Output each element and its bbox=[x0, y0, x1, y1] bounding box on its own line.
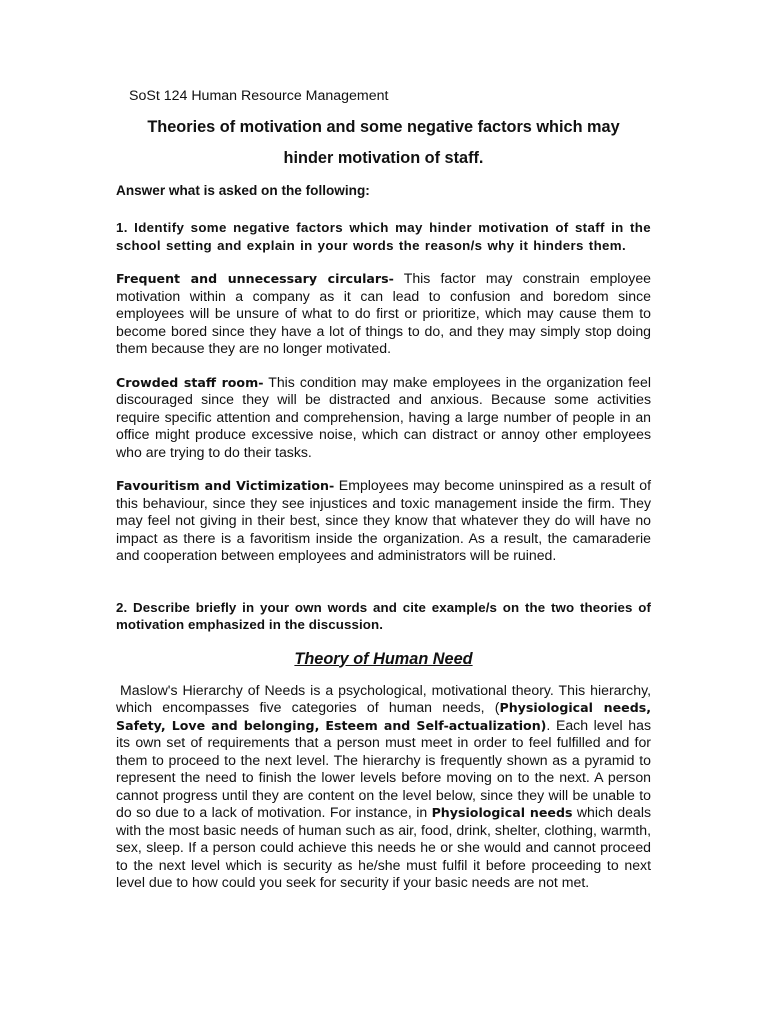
maslow-paragraph bbox=[116, 682, 651, 892]
document-page bbox=[116, 86, 651, 906]
maslow-text-1: Maslow's Hierarchy of Needs is a psychological, motivational theory. This hierarchy, which encompasses five categories of human needs, ( bbox=[116, 681, 651, 715]
physiological-needs-bold: Physiological needs bbox=[431, 805, 573, 820]
section-heading: Theory of Human Need bbox=[294, 649, 473, 668]
factor-text: This factor may constrain employee motivation within a company as it can lead to confusion and boredom since employees will be unsure of what to do first or prioritize, which may cause them to become bored since they have a lot of things to do, and they may simply stop doing them because they are no longer motivated. bbox=[116, 270, 651, 356]
course-title: SoSt 124 Human Resource Management bbox=[129, 88, 389, 104]
factor-term: Frequent and unnecessary circulars- bbox=[116, 271, 394, 286]
document-title-line-1: Theories of motivation and some negative factors which may bbox=[147, 118, 620, 136]
question-1: 1. Identify some negative factors which may hinder motivation of staff in the school setting and explain in your words the reason/s why it hinders them. bbox=[116, 220, 651, 253]
maslow-text-3: which deals with the most basic needs of human such as air, food, drink, shelter, clothing, warmth, sex, sleep. If a person could achieve this needs he or she would and cannot proceed to the next level which is security as he/she must fulfil it before proceeding to next level due to how could you seek for security if your basic needs are not met. bbox=[116, 804, 651, 890]
factor-paragraph-staff-room bbox=[116, 374, 651, 462]
factor-text: This condition may make employees in the organization feel discouraged since they will be distracted and anxious. Because some activities require specific attention and comprehension, having a large number of people in an office might produce excessive noise, which can distract or annoy other employees who are trying to do their tasks. bbox=[116, 373, 651, 460]
factor-paragraph-favouritism bbox=[116, 477, 651, 565]
instruction-text: Answer what is asked on the following: bbox=[116, 183, 370, 198]
factor-text: Employees may become uninspired as a result of this behaviour, since they see injustices and toxic management inside the firm. They may feel not giving in their best, since they know that whatever they do will have no impact as there is a favoritism inside the organization. As a result, the camaraderie and cooperation between employees and administrators will be ruined. bbox=[116, 477, 651, 563]
document-title-line-2: hinder motivation of staff. bbox=[283, 149, 484, 167]
maslow-text-2: . Each level has its own set of requirements that a person must meet in order to feel fulfilled and for them to proceed to the next level. The hierarchy is frequently shown as a pyramid to represent the need to finish the lower levels before moving on to the next. A person cannot progress until they are content on the level below, since they will be unable to do so due to a lack of motivation. For instance, in bbox=[116, 716, 651, 820]
needs-list-bold: Physiological needs, Safety, Love and belonging, Esteem and Self-actualization) bbox=[116, 700, 651, 733]
factor-paragraph-circulars bbox=[116, 270, 651, 358]
question-2: 2. Describe briefly in your own words and cite example/s on the two theories of motivation emphasized in the discussion. bbox=[116, 599, 651, 632]
factor-term: Crowded staff room- bbox=[116, 374, 264, 390]
factor-term: Favouritism and Victimization- bbox=[116, 478, 335, 493]
document-title bbox=[116, 112, 651, 174]
